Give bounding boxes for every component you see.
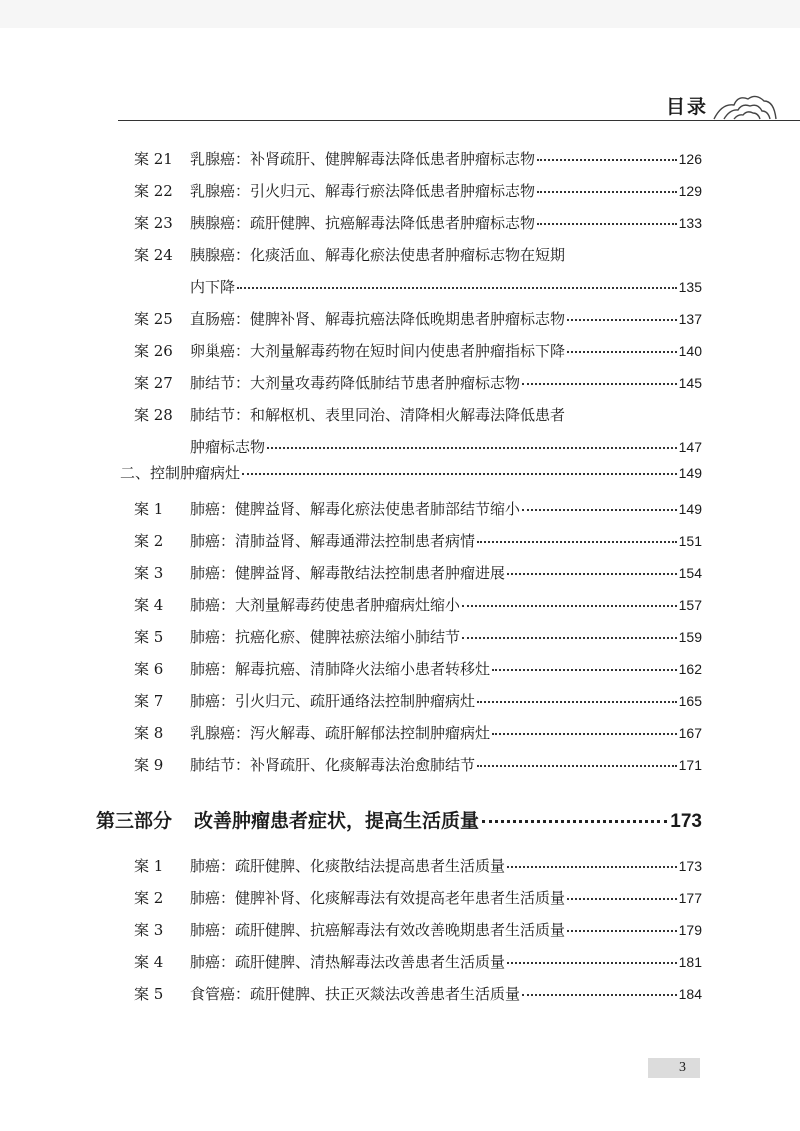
part-label: 第三部分: [96, 810, 173, 832]
page-ref: 159: [678, 629, 702, 645]
cancer-type: 食管癌：: [190, 985, 251, 1003]
cancer-type: 肺癌：: [190, 857, 236, 875]
case-number: 案 28: [134, 406, 173, 424]
cancer-type: 肺癌：: [190, 889, 236, 907]
dot-leader: [567, 898, 677, 900]
page-ref: 133: [678, 215, 702, 231]
part-heading[interactable]: [96, 806, 702, 840]
case-number: 案 5: [134, 985, 164, 1003]
toc-entry[interactable]: [134, 497, 702, 521]
toc-entry[interactable]: [134, 593, 702, 617]
entry-title-continued: 内下降: [190, 278, 236, 296]
page-ref: 149: [678, 465, 702, 481]
cancer-type: 乳腺癌：: [190, 724, 251, 742]
top-margin-band: [0, 0, 800, 28]
cancer-type: 肺结节：: [190, 406, 251, 424]
dot-leader: [462, 605, 677, 607]
cancer-type: 肺癌：: [190, 921, 236, 939]
entry-title: 疏肝健脾、清热解毒法改善患者生活质量: [235, 953, 506, 971]
case-number: 案 7: [134, 692, 164, 710]
page-ref: 151: [678, 533, 702, 549]
dot-leader: [507, 866, 677, 868]
cancer-type: 肺癌：: [190, 532, 236, 550]
page-ref: 129: [678, 183, 702, 199]
page-ref: 157: [678, 597, 702, 613]
dot-leader: [492, 733, 677, 735]
toc-entry[interactable]: [134, 721, 702, 745]
toc-entry[interactable]: [134, 657, 702, 681]
toc-entry[interactable]: [134, 339, 702, 363]
cancer-type: 肺癌：: [190, 564, 236, 582]
entry-title: 补肾疏肝、健脾解毒法降低患者肿瘤标志物: [250, 150, 536, 168]
dot-leader: [492, 669, 677, 671]
dot-leader: [267, 447, 677, 449]
entry-title: 疏肝健脾、扶正灭燚法改善患者生活质量: [250, 985, 521, 1003]
dot-leader: [537, 191, 677, 193]
page-ref: 147: [678, 439, 702, 455]
case-number: 案 4: [134, 953, 164, 971]
case-number: 案 9: [134, 756, 164, 774]
toc-entry[interactable]: [134, 307, 702, 331]
page-ref: 167: [678, 725, 702, 741]
page-ref: 149: [678, 501, 702, 517]
case-number: 案 1: [134, 500, 164, 518]
case-number: 案 2: [134, 889, 164, 907]
page-ref: 165: [678, 693, 702, 709]
entry-title: 疏肝健脾、抗癌解毒法有效改善晚期患者生活质量: [235, 921, 566, 939]
dot-leader: [537, 223, 677, 225]
toc-entry[interactable]: [134, 854, 702, 878]
dot-leader: [237, 287, 677, 289]
case-number: 案 24: [134, 246, 173, 264]
case-number: 案 1: [134, 857, 164, 875]
dot-leader: [567, 930, 677, 932]
toc-entry[interactable]: [134, 689, 702, 713]
cancer-type: 肺结节：: [190, 756, 251, 774]
case-number: 案 22: [134, 182, 173, 200]
page-ref: 173: [670, 811, 702, 832]
case-number: 案 3: [134, 564, 164, 582]
entry-title: 大剂量解毒药物在短时间内使患者肿瘤指标下降: [250, 342, 566, 360]
cancer-type: 肺癌：: [190, 500, 236, 518]
cancer-type: 乳腺癌：: [190, 150, 251, 168]
entry-title: 和解枢机、表里同治、清降相火解毒法降低患者: [250, 406, 566, 424]
entry-title: 抗癌化瘀、健脾祛瘀法缩小肺结节: [235, 628, 461, 646]
page-ref: 137: [678, 311, 702, 327]
cancer-type: 胰腺癌：: [190, 214, 251, 232]
cancer-type: 乳腺癌：: [190, 182, 251, 200]
dot-leader: [522, 994, 677, 996]
dot-leader: [462, 637, 677, 639]
toc-entry[interactable]: [134, 625, 702, 649]
cancer-type: 胰腺癌：: [190, 246, 251, 264]
dot-leader: [507, 962, 677, 964]
entry-title: 健脾补肾、解毒抗癌法降低晚期患者肿瘤标志物: [250, 310, 566, 328]
entry-title: 引火归元、解毒行瘀法降低患者肿瘤标志物: [250, 182, 536, 200]
toc-entry[interactable]: [134, 950, 702, 974]
page-ref: 140: [678, 343, 702, 359]
toc-entry[interactable]: [134, 886, 702, 910]
case-number: 案 3: [134, 921, 164, 939]
toc-entry[interactable]: [134, 403, 702, 427]
dot-leader: [522, 383, 677, 385]
running-header-title: 目录: [666, 96, 709, 118]
case-number: 案 25: [134, 310, 173, 328]
toc-entry-continuation[interactable]: [190, 435, 702, 459]
entry-title: 健脾补肾、化痰解毒法有效提高老年患者生活质量: [235, 889, 566, 907]
part-title: 改善肿瘤患者症状，提高生活质量: [194, 810, 480, 832]
cancer-type: 卵巢癌：: [190, 342, 251, 360]
page-ref: 171: [678, 757, 702, 773]
cancer-type: 直肠癌：: [190, 310, 251, 328]
entry-title: 清肺益肾、解毒通滞法控制患者病情: [235, 532, 476, 550]
dot-leader: [477, 541, 677, 543]
page-ref: 154: [678, 565, 702, 581]
toc-entry[interactable]: [134, 561, 702, 585]
case-number: 案 6: [134, 660, 164, 678]
page-ref: 173: [678, 858, 702, 874]
page-ref: 177: [678, 890, 702, 906]
entry-title: 补肾疏肝、化痰解毒法治愈肺结节: [250, 756, 476, 774]
page-ref: 181: [678, 954, 702, 970]
cancer-type: 肺癌：: [190, 692, 236, 710]
dot-leader: [522, 509, 677, 511]
page-ref: 145: [678, 375, 702, 391]
cancer-type: 肺癌：: [190, 628, 236, 646]
cancer-type: 肺癌：: [190, 953, 236, 971]
case-number: 案 27: [134, 374, 173, 392]
entry-title: 大剂量解毒药使患者肿瘤病灶缩小: [235, 596, 461, 614]
case-number: 案 26: [134, 342, 173, 360]
cancer-type: 肺癌：: [190, 596, 236, 614]
toc-entry-continuation[interactable]: [190, 275, 702, 299]
dot-leader: [507, 573, 677, 575]
entry-title: 解毒抗癌、清肺降火法缩小患者转移灶: [235, 660, 491, 678]
page-number: 3: [648, 1058, 700, 1078]
entry-title: 健脾益肾、解毒散结法控制患者肿瘤进展: [235, 564, 506, 582]
dot-leader: [537, 159, 677, 161]
section-heading[interactable]: [120, 462, 702, 488]
page-ref: 184: [678, 986, 702, 1002]
entry-title: 疏肝健脾、化痰散结法提高患者生活质量: [235, 857, 506, 875]
entry-title: 引火归元、疏肝通络法控制肿瘤病灶: [235, 692, 476, 710]
case-number: 案 8: [134, 724, 164, 742]
entry-title: 泻火解毒、疏肝解郁法控制肿瘤病灶: [250, 724, 491, 742]
case-number: 案 2: [134, 532, 164, 550]
toc-entry[interactable]: [134, 371, 702, 395]
dot-leader: [242, 473, 677, 475]
dot-leader: [477, 701, 677, 703]
page-ref: 135: [678, 279, 702, 295]
toc-entry[interactable]: [134, 179, 702, 203]
toc-entry[interactable]: [134, 918, 702, 942]
entry-title: 疏肝健脾、抗癌解毒法降低患者肿瘤标志物: [250, 214, 536, 232]
header-rule: [118, 120, 800, 121]
page-ref: 126: [678, 151, 702, 167]
entry-title: 化痰活血、解毒化瘀法使患者肿瘤标志物在短期: [250, 246, 566, 264]
case-number: 案 21: [134, 150, 173, 168]
page-ref: 162: [678, 661, 702, 677]
cloud-ornament-icon: [712, 93, 778, 121]
toc-entry[interactable]: [134, 753, 702, 777]
toc-entry[interactable]: [134, 147, 702, 171]
section-title: 二、控制肿瘤病灶: [120, 464, 241, 482]
toc-entry[interactable]: [134, 529, 702, 553]
entry-title: 大剂量攻毒药降低肺结节患者肿瘤标志物: [250, 374, 521, 392]
cancer-type: 肺癌：: [190, 660, 236, 678]
toc-entry[interactable]: [134, 243, 702, 267]
entry-title-continued: 肿瘤标志物: [190, 438, 266, 456]
dot-leader: [477, 765, 677, 767]
case-number: 案 5: [134, 628, 164, 646]
case-number: 案 23: [134, 214, 173, 232]
dot-leader: [567, 319, 677, 321]
dot-leader: [482, 820, 667, 823]
cancer-type: 肺结节：: [190, 374, 251, 392]
page-ref: 179: [678, 922, 702, 938]
toc-entry[interactable]: [134, 211, 702, 235]
toc-entry[interactable]: [134, 982, 702, 1006]
case-number: 案 4: [134, 596, 164, 614]
entry-title: 健脾益肾、解毒化瘀法使患者肺部结节缩小: [235, 500, 521, 518]
dot-leader: [567, 351, 677, 353]
